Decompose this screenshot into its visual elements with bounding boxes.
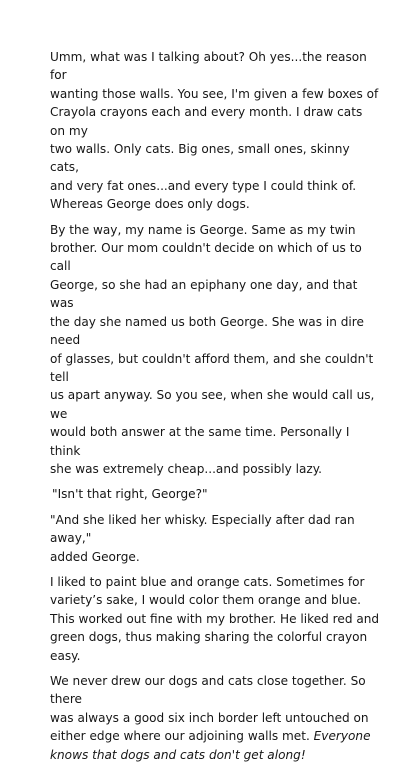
paragraph-crayon-walls: Umm, what was I talking about? Oh yes...the reason for wanting those walls. You see, I'm given a few boxes of Crayola crayons each and every month. I draw cats on my two walls. Only cats. Big ones, small ones, skinny cats, and very fat ones...and every type I could think of. Whereas George does only dogs. (50, 50, 379, 212)
paragraph-border (50, 672, 380, 764)
paragraph-border-text: We never drew our dogs and cats close together. So there was always a good six inch border left untouched on either edge where our adjoining walls met. (50, 674, 369, 744)
paragraph-whisky: "And she liked her whisky. Especially after dad ran away," added George. (50, 512, 355, 564)
story-page (50, 48, 380, 771)
paragraph-colors: I liked to paint blue and orange cats. Sometimes for variety’s sake, I would color them orange and blue. This worked out fine with my brother. He liked red and green dogs, thus making sharing the colorful crayon easy. (50, 574, 380, 663)
paragraph-twin-george: By the way, my name is George. Same as my twin brother. Our mom couldn't decide on which of us to call George, so she had an epiphany one day, and that was the day she named us both George. She was in dire need of glasses, but couldn't afford them, and she couldn't tell us apart anyway. So you see, when she would call us, we would both answer at the same time. Personally I think she was extremely cheap...and possibly lazy. (50, 222, 375, 476)
paragraph-border-italic: Everyone knows that dogs and cats don't get along! (50, 729, 371, 762)
paragraph-question: "Isn't that right, George?" (52, 487, 208, 502)
